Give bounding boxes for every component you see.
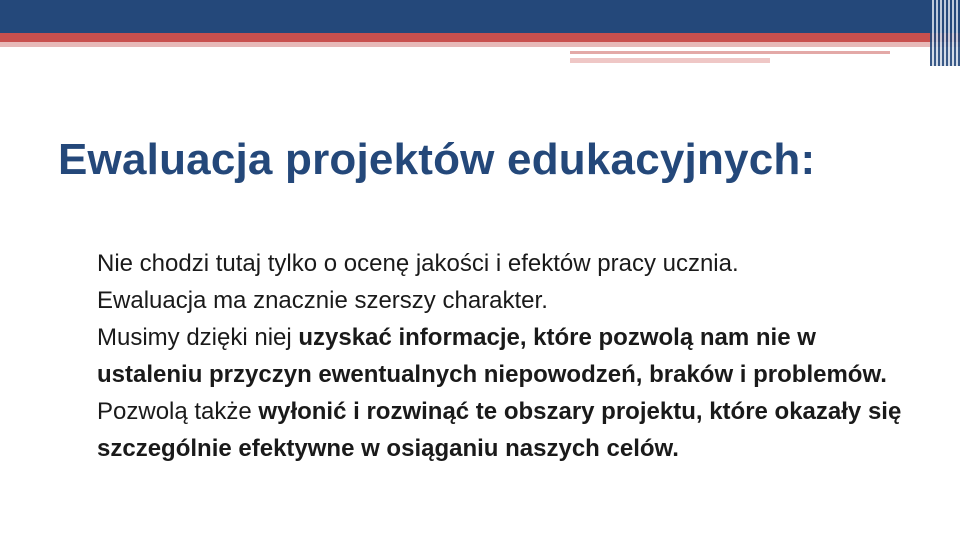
- paragraph-3-lead: Musimy dzięki niej: [97, 324, 299, 351]
- paragraph-2: Ewaluacja ma znacznie szerszy charakter.: [97, 287, 548, 314]
- paragraph-4-lead: Pozwolą także: [97, 398, 259, 425]
- header-accent-pink: [0, 42, 960, 47]
- header-band: [0, 0, 960, 33]
- slide-title: Ewaluacja projektów edukacyjnych:: [58, 135, 816, 184]
- paragraph-4: [97, 393, 917, 467]
- header-accent-red: [0, 33, 960, 42]
- paragraph-3: [97, 319, 917, 393]
- paragraph-1: Nie chodzi tutaj tylko o ocenę jakości i efektów pracy ucznia.: [97, 250, 739, 277]
- header-accent-line: [570, 51, 890, 54]
- header-accent-line-secondary: [570, 58, 770, 63]
- header-stripes-decoration: [930, 0, 960, 66]
- slide-body: [97, 245, 917, 467]
- paragraph-3-emphasis: uzyskać informacje, które pozwolą nam nie w ustaleniu przyczyn ewentualnych niepowodzeń, braków i problemów.: [97, 324, 887, 388]
- paragraph-4-emphasis: wyłonić i rozwinąć te obszary projektu, które okazały się szczególnie efektywne w osiąganiu naszych celów.: [97, 398, 902, 462]
